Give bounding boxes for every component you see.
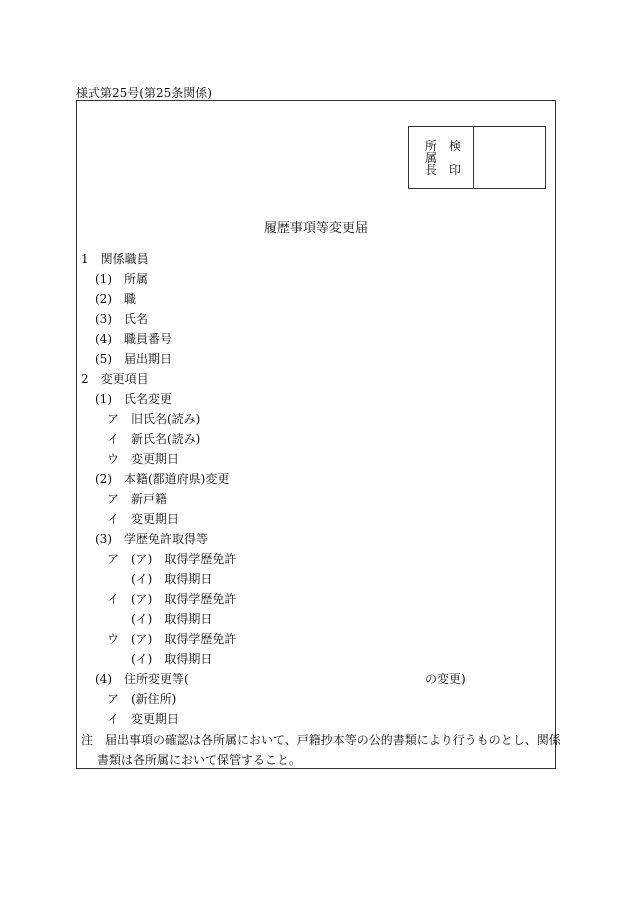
form-item: ア (ア) 取得学歴免許 [107,552,237,566]
form-item: ウ (ア) 取得学歴免許 [107,632,237,646]
form-item: ア 新戸籍 [107,492,168,506]
form-frame [76,100,561,769]
stamp-seal-area [474,127,545,188]
document-title: 履歴事項等変更届 [263,221,368,236]
footnote-line: 注 届出事項の確認は各所属において、戸籍抄本等の公的書類により行うものとし、関係 [81,733,561,747]
form-item: ア (新住所) [107,692,177,706]
form-item: (4) 職員番号 [95,332,172,346]
form-item: (1) 所属 [95,272,148,286]
form-item: イ (ア) 取得学歴免許 [107,592,237,606]
form-item-suffix: の変更) [425,672,466,686]
stamp-char: 印 [449,163,462,177]
form-number-label: 様式第25号(第25条関係) [76,86,212,100]
form-item: 2 変更項目 [81,372,149,386]
stamp-char: 検 [449,139,462,153]
stamp-label-cell [409,127,474,188]
form-item: (3) 学歴免許取得等 [95,532,208,546]
form-item: ウ 変更期日 [107,452,180,466]
form-item: (2) 本籍(都道府県)変更 [95,472,230,486]
form-item: (2) 職 [95,292,136,306]
form-item: イ 変更期日 [107,712,180,726]
form-item: イ 新氏名(読み) [107,432,201,446]
form-item: ア 旧氏名(読み) [107,412,201,426]
footnote-line: 書類は各所属において保管すること。 [97,753,302,767]
form-item: (イ) 取得期日 [131,612,213,626]
form-item: (3) 氏名 [95,312,148,326]
form-item: (5) 届出期日 [95,352,172,366]
stamp-char: 属 [425,151,438,165]
stamp-char: 所 [425,139,438,153]
form-item: イ 変更期日 [107,512,180,526]
stamp-char: 長 [425,163,438,177]
form-item: (イ) 取得期日 [131,572,213,586]
form-item: (イ) 取得期日 [131,652,213,666]
approval-stamp-box [408,126,546,189]
form-item: (1) 氏名変更 [95,392,172,406]
form-item: (4) 住所変更等( [95,672,189,686]
footnote [81,730,561,770]
form-item: 1 関係職員 [81,252,149,266]
